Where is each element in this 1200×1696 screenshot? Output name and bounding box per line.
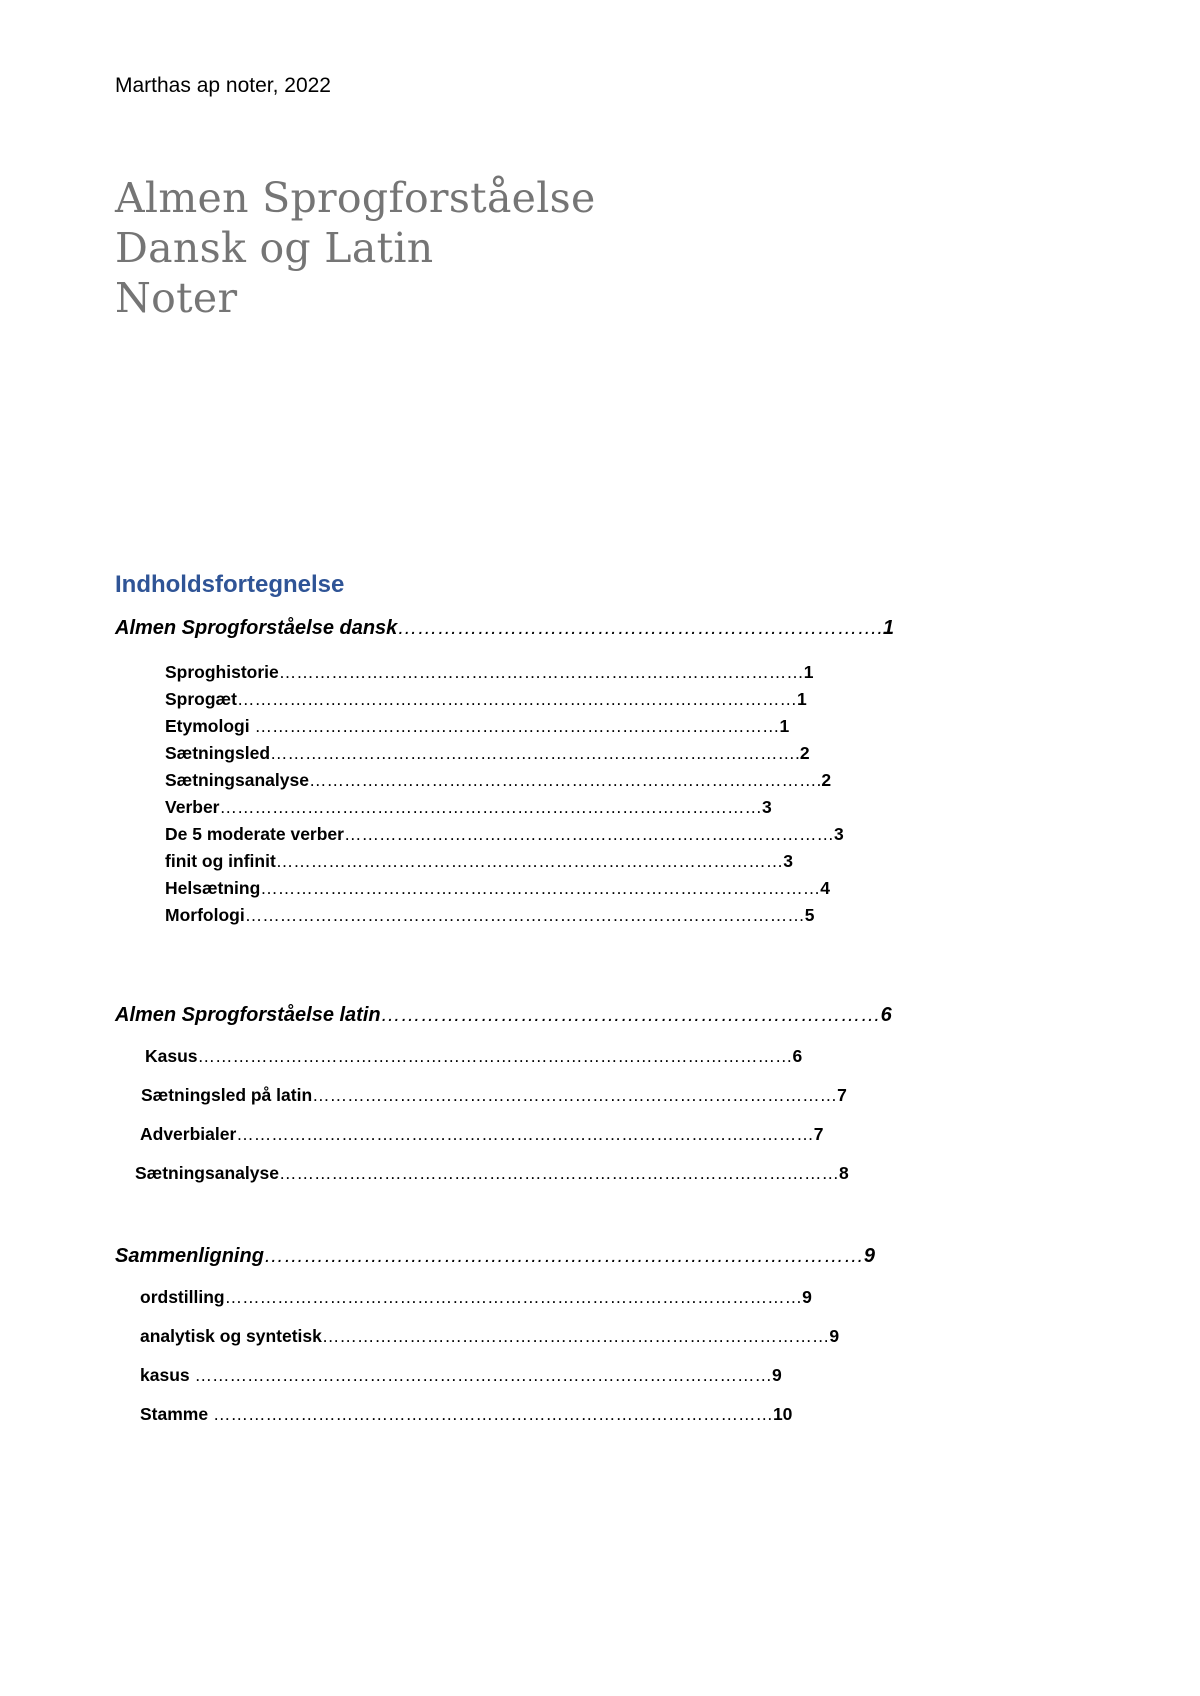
- toc-page-number: 3: [833, 824, 844, 844]
- toc-entry-label: ordstilling: [140, 1287, 225, 1307]
- toc-entry[interactable]: [165, 851, 825, 872]
- toc-leader: …………………………………………………………………………….: [308, 770, 822, 790]
- toc-leader: ………………………………………………………………………………: [263, 1245, 864, 1267]
- toc-entry[interactable]: [165, 689, 815, 710]
- toc-entry-label: Verber: [165, 797, 220, 817]
- toc-entry[interactable]: [135, 1163, 849, 1184]
- toc-entry-label: De 5 moderate verber: [165, 824, 344, 844]
- toc-leader: ……………………………………………………………………………: [321, 1326, 830, 1346]
- toc-leader: ……………………………………………………………………………: [275, 851, 784, 871]
- toc-entry-label: Sprogæt: [165, 689, 237, 709]
- toc-section-latin[interactable]: [115, 1004, 892, 1027]
- toc-entry[interactable]: [140, 1287, 812, 1308]
- toc-section-dansk[interactable]: [115, 617, 894, 640]
- toc-entry-label: Etymologi: [165, 716, 255, 736]
- toc-page-number: 9: [802, 1287, 812, 1307]
- toc-entry-label: Adverbialer: [140, 1124, 237, 1144]
- toc-page-number: 1: [882, 617, 894, 639]
- toc-entry[interactable]: [140, 1365, 790, 1386]
- toc-entry-label: Sætningsanalyse: [165, 770, 309, 790]
- toc-entry[interactable]: [165, 824, 845, 845]
- toc-entry-label: Sproghistorie: [165, 662, 279, 682]
- toc-entry-label: kasus: [140, 1365, 195, 1385]
- toc-entry[interactable]: [165, 905, 815, 926]
- toc-page-number: 9: [863, 1245, 876, 1267]
- toc-entry-label: analytisk og syntetisk: [140, 1326, 322, 1346]
- toc-page-number: 3: [761, 797, 772, 817]
- toc-section-label: Almen Sprogforståelse latin: [115, 1004, 381, 1026]
- toc-leader: ………………………………………………………………………………………: [224, 1287, 803, 1307]
- toc-leader: ……………………………………………………………………………………: [244, 905, 805, 925]
- document-header: Marthas ap noter, 2022: [115, 74, 331, 97]
- toc-page-number: 7: [837, 1085, 847, 1105]
- toc-leader: ……………………………………………………………….: [397, 617, 883, 639]
- toc-entry[interactable]: [140, 1124, 824, 1145]
- toc-entry[interactable]: [145, 1046, 803, 1067]
- toc-heading: Indholdsfortegnelse: [115, 571, 345, 598]
- toc-leader: ……………………………………………………………………………….: [270, 743, 800, 763]
- toc-leader: ……………………………………………………………………………………: [212, 1404, 773, 1424]
- title-line-2: Dansk og Latin: [115, 224, 434, 272]
- toc-leader: …………………………………………………………………………………………: [197, 1046, 793, 1066]
- title-line-1: Almen Sprogforståelse: [115, 174, 596, 222]
- toc-entry-label: Sætningsled: [165, 743, 271, 763]
- toc-page-number: 10: [772, 1404, 793, 1424]
- toc-entry[interactable]: [165, 878, 831, 899]
- toc-entry[interactable]: [165, 662, 815, 683]
- toc-page-number: 2: [821, 770, 832, 790]
- toc-section-sammenligning[interactable]: [115, 1245, 876, 1268]
- toc-leader: ………………………………………………………………………………: [278, 662, 804, 682]
- toc-leader: ………………………………………………………………………………: [312, 1085, 838, 1105]
- title-line-3: Noter: [115, 274, 238, 322]
- toc-entry-label: Sætningsanalyse: [135, 1163, 279, 1183]
- toc-page-number: 9: [771, 1365, 782, 1385]
- toc-page-number: 4: [820, 878, 831, 898]
- toc-entry-label: Morfologi: [165, 905, 245, 925]
- toc-entry[interactable]: [165, 770, 832, 791]
- toc-entry[interactable]: [141, 1085, 847, 1106]
- toc-page-number: 6: [792, 1046, 803, 1066]
- toc-page-number: 9: [829, 1326, 840, 1346]
- toc-page-number: 1: [779, 716, 790, 736]
- toc-entry[interactable]: [165, 716, 815, 737]
- toc-section-label: Almen Sprogforståelse dansk: [115, 617, 398, 639]
- toc-entry-label: Helsætning: [165, 878, 261, 898]
- toc-entry-label: Sætningsled på latin: [141, 1085, 313, 1105]
- toc-page-number: 8: [838, 1163, 849, 1183]
- toc-leader: ……………………………………………………………………………………: [260, 878, 821, 898]
- toc-page-number: 1: [803, 662, 814, 682]
- toc-leader: …………………………………………………………………………………: [219, 797, 762, 817]
- toc-entry-label: Stamme: [140, 1404, 213, 1424]
- toc-page-number: 1: [796, 689, 807, 709]
- toc-page-number: 2: [799, 743, 810, 763]
- toc-leader: ……………………………………………………………………………………: [278, 1163, 839, 1183]
- toc-leader: …………………………………………………………………………: [343, 824, 834, 844]
- toc-leader: …………………………………………………………………: [380, 1004, 881, 1026]
- toc-entry[interactable]: [140, 1404, 800, 1425]
- toc-entry[interactable]: [140, 1326, 840, 1347]
- toc-entry-label: Kasus: [145, 1046, 198, 1066]
- toc-leader: ……………………………………………………………………………………: [236, 689, 797, 709]
- toc-section-label: Sammenligning: [115, 1245, 264, 1267]
- toc-entry[interactable]: [165, 797, 815, 818]
- toc-entry[interactable]: [165, 743, 815, 764]
- toc-leader: ………………………………………………………………………………: [254, 716, 780, 736]
- toc-page-number: 6: [880, 1004, 892, 1026]
- toc-page-number: 7: [813, 1124, 824, 1144]
- toc-leader: ………………………………………………………………………………………: [236, 1124, 814, 1144]
- toc-entry-label: finit og infinit: [165, 851, 276, 871]
- toc-leader: ………………………………………………………………………………………: [194, 1365, 772, 1385]
- toc-page-number: 3: [783, 851, 794, 871]
- toc-page-number: 5: [804, 905, 815, 925]
